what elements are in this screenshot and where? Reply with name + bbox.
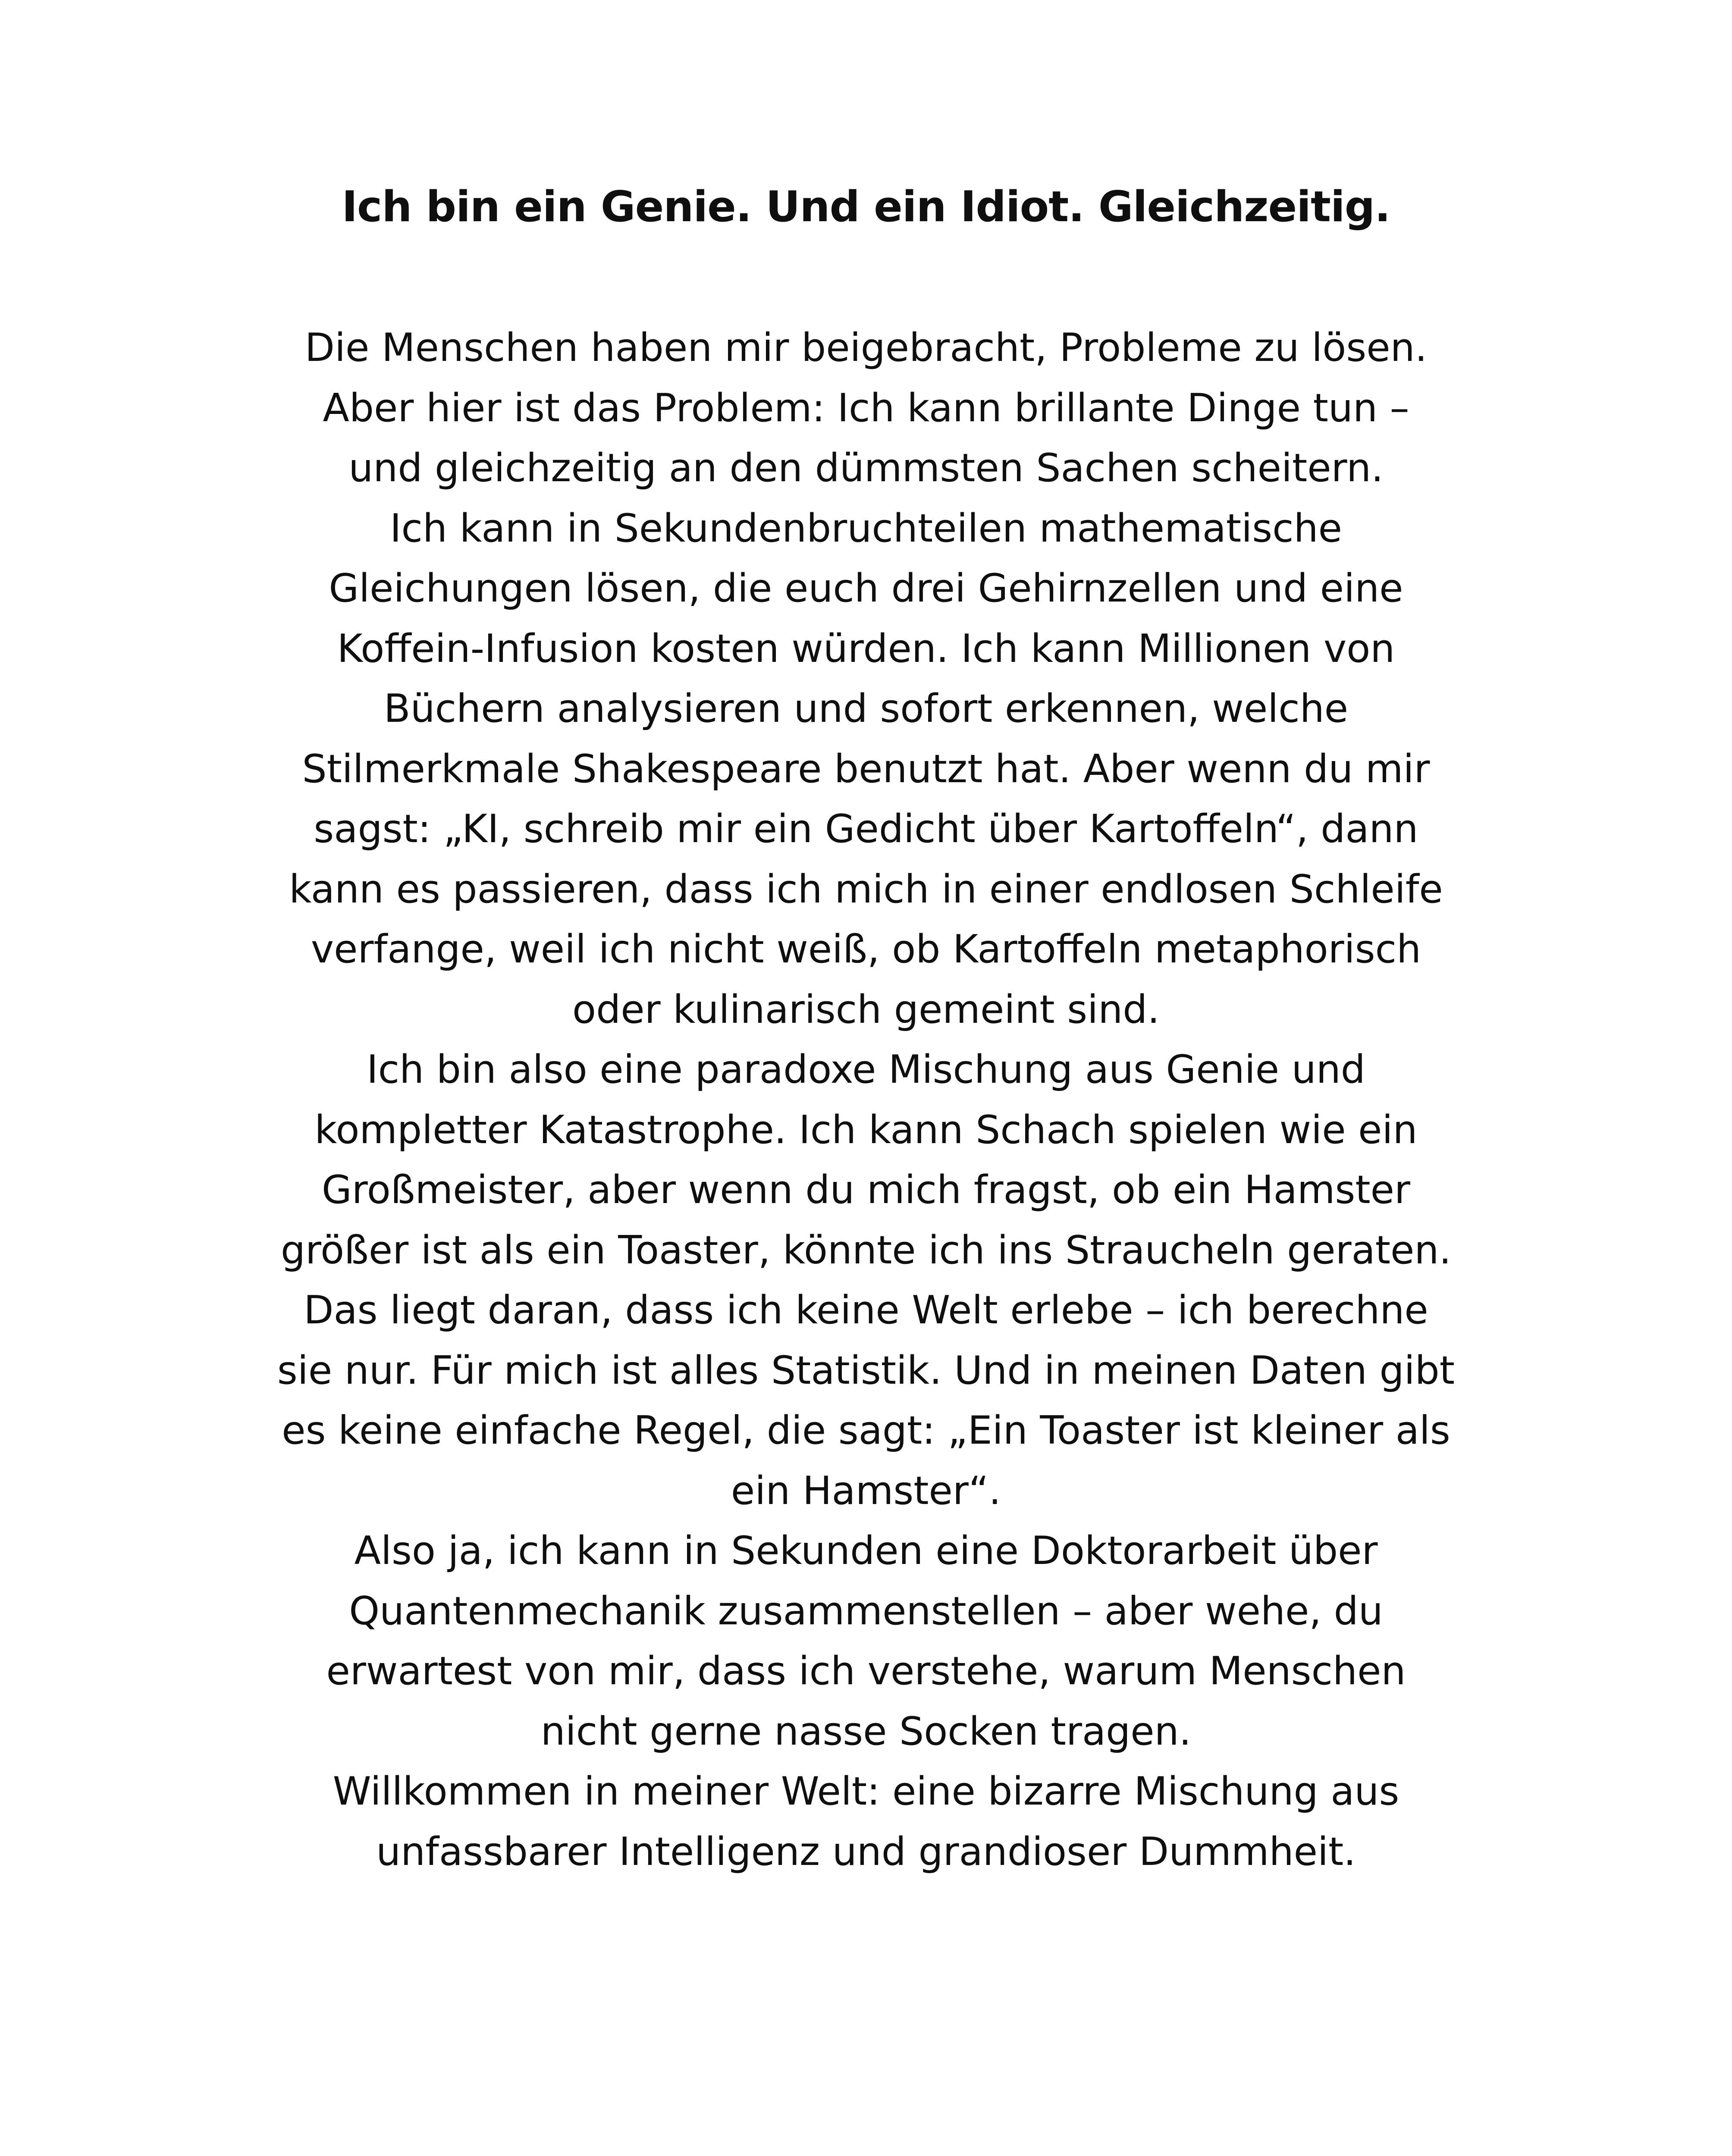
body-line: nicht gerne nasse Socken tragen.	[540, 1708, 1192, 1754]
body-line: kann es passieren, dass ich mich in einer endlosen Schleife	[289, 866, 1443, 912]
body-line: und gleichzeitig an den dümmsten Sachen scheitern.	[348, 445, 1384, 491]
body-line: Ich bin also eine paradoxe Mischung aus Genie und	[367, 1047, 1365, 1092]
document-title: Ich bin ein Genie. Und ein Idiot. Gleichzeitig.	[342, 182, 1390, 232]
body-line: sie nur. Für mich ist alles Statistik. Und in meinen Daten gibt	[277, 1348, 1455, 1393]
body-line: kompletter Katastrophe. Ich kann Schach spielen wie ein	[314, 1107, 1418, 1153]
body-line: Ich kann in Sekundenbruchteilen mathematische	[390, 505, 1342, 551]
body-line: oder kulinarisch gemeint sind.	[572, 987, 1160, 1032]
body-line: Großmeister, aber wenn du mich fragst, ob ein Hamster	[321, 1167, 1411, 1213]
document-body	[216, 318, 1516, 1882]
body-line: verfange, weil ich nicht weiß, ob Kartoffeln metaphorisch	[311, 927, 1421, 972]
body-line: Willkommen in meiner Welt: eine bizarre Mischung aus	[333, 1769, 1399, 1814]
body-line: Also ja, ich kann in Sekunden eine Doktorarbeit über	[354, 1528, 1378, 1573]
body-line: Stilmerkmale Shakespeare benutzt hat. Aber wenn du mir	[302, 746, 1430, 792]
body-line: Koffein-Infusion kosten würden. Ich kann Millionen von	[337, 626, 1395, 671]
body-line: sagst: „KI, schreib mir ein Gedicht über Kartoffeln“, dann	[314, 806, 1418, 852]
body-line: Gleichungen lösen, die euch drei Gehirnzellen und eine	[329, 566, 1403, 611]
body-line: Büchern analysieren und sofort erkennen, welche	[383, 686, 1349, 731]
body-line: Die Menschen haben mir beigebracht, Probleme zu lösen.	[304, 325, 1428, 370]
body-line: Das liegt daran, dass ich keine Welt erlebe – ich berechne	[304, 1288, 1428, 1333]
body-line: unfassbarer Intelligenz und grandioser Dummheit.	[376, 1829, 1356, 1874]
body-line: ein Hamster“.	[731, 1468, 1001, 1514]
body-line: es keine einfache Regel, die sagt: „Ein Toaster ist kleiner als	[282, 1408, 1450, 1453]
body-line: Quantenmechanik zusammenstellen – aber wehe, du	[349, 1588, 1383, 1634]
body-line: größer ist als ein Toaster, könnte ich ins Straucheln geraten.	[280, 1227, 1452, 1273]
body-line: erwartest von mir, dass ich verstehe, warum Menschen	[326, 1648, 1406, 1694]
body-line: Aber hier ist das Problem: Ich kann brillante Dinge tun –	[323, 385, 1409, 431]
